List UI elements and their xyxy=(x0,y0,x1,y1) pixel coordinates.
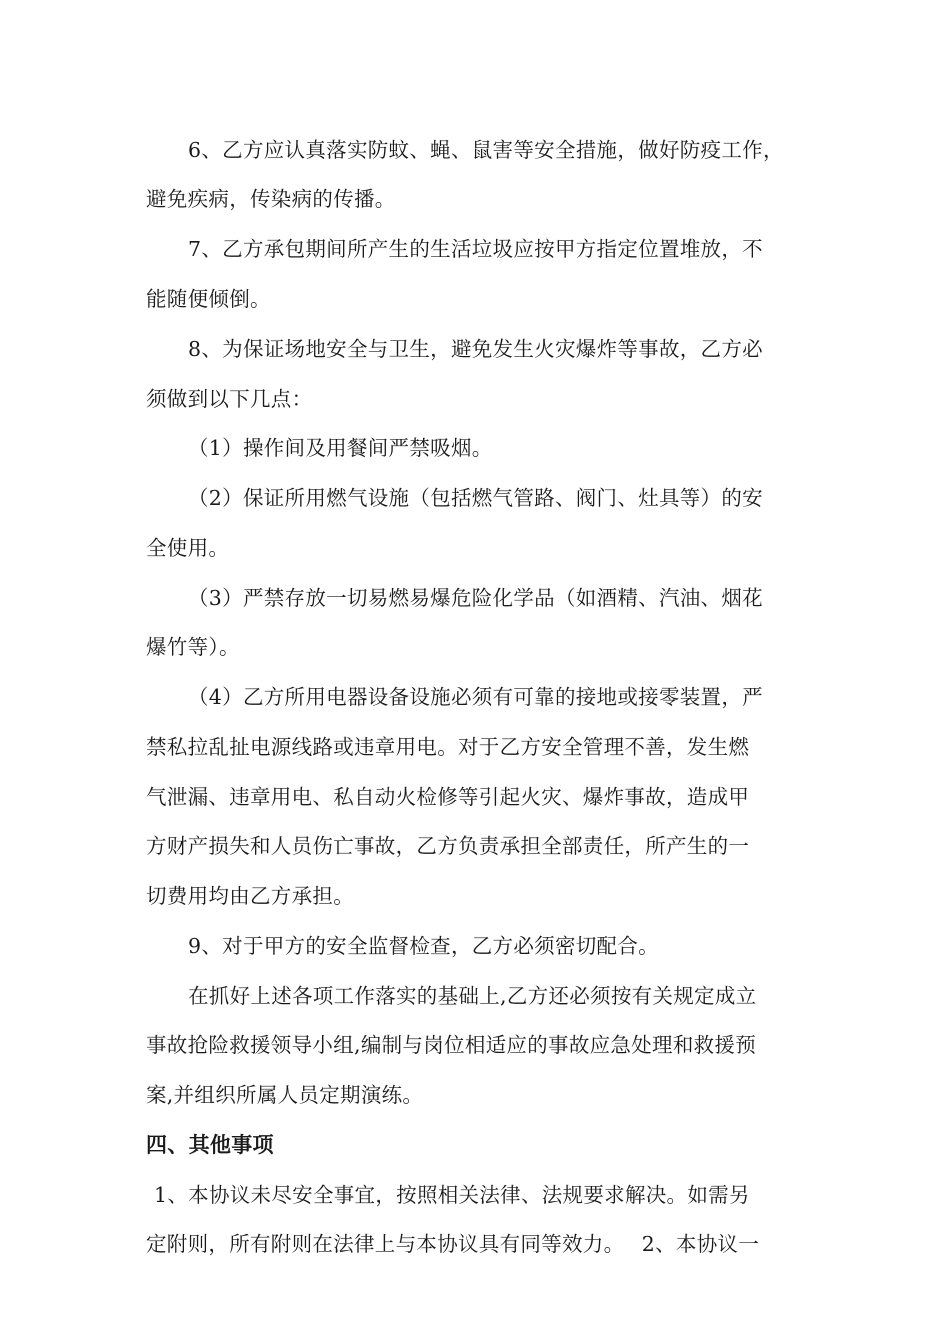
paragraph-line: 方财产损失和人员伤亡事故，乙方负责承担全部责任，所产生的一 xyxy=(146,834,750,858)
list-item-line: （2）保证所用燃气设施（包括燃气管路、阀门、灶具等）的安 xyxy=(188,486,763,510)
list-item-line: （1）操作间及用餐间严禁吸烟。 xyxy=(188,436,493,460)
paragraph-line: 定附则，所有附则在法律上与本协议具有同等效力。 2、本协议一 xyxy=(146,1232,760,1256)
paragraph-line: 案,并组织所属人员定期演练。 xyxy=(146,1083,424,1107)
paragraph-line: 爆竹等）。 xyxy=(146,635,240,659)
paragraph-line: 7、乙方承包期间所产生的生活垃圾应按甲方指定位置堆放，不 xyxy=(188,237,763,261)
section-heading: 四、其他事项 xyxy=(146,1132,274,1157)
paragraph-line: 在抓好上述各项工作落实的基础上,乙方还必须按有关规定成立 xyxy=(188,984,757,1008)
paragraph-line: 禁私拉乱扯电源线路或违章用电。对于乙方安全管理不善，发生燃 xyxy=(146,735,750,759)
paragraph-line: 6、乙方应认真落实防蚊、蝇、鼠害等安全措施，做好防疫工作， xyxy=(188,138,784,162)
paragraph-line: 须做到以下几点： xyxy=(146,387,313,411)
paragraph-line: 事故抢险救援领导小组,编制与岗位相适应的事故应急处理和救援预 xyxy=(146,1033,757,1057)
paragraph-line: 9、对于甲方的安全监督检查，乙方必须密切配合。 xyxy=(188,934,659,958)
paragraph-line: 能随便倾倒。 xyxy=(146,287,271,311)
paragraph-line: 8、为保证场地安全与卫生，避免发生火灾爆炸等事故，乙方必 xyxy=(188,337,763,361)
paragraph-line: 1、本协议未尽安全事宜，按照相关法律、法规要求解决。如需另 xyxy=(154,1183,750,1207)
paragraph-line: 避免疾病，传染病的传播。 xyxy=(146,187,396,211)
paragraph-line: 全使用。 xyxy=(146,536,230,560)
list-item-line: （4）乙方所用电器设备设施必须有可靠的接地或接零装置，严 xyxy=(188,685,763,709)
paragraph-line: 切费用均由乙方承担。 xyxy=(146,884,354,908)
paragraph-line: 气泄漏、违章用电、私自动火检修等引起火灾、爆炸事故，造成甲 xyxy=(146,785,750,809)
list-item-line: （3）严禁存放一切易燃易爆危险化学品（如酒精、汽油、烟花 xyxy=(188,586,763,610)
